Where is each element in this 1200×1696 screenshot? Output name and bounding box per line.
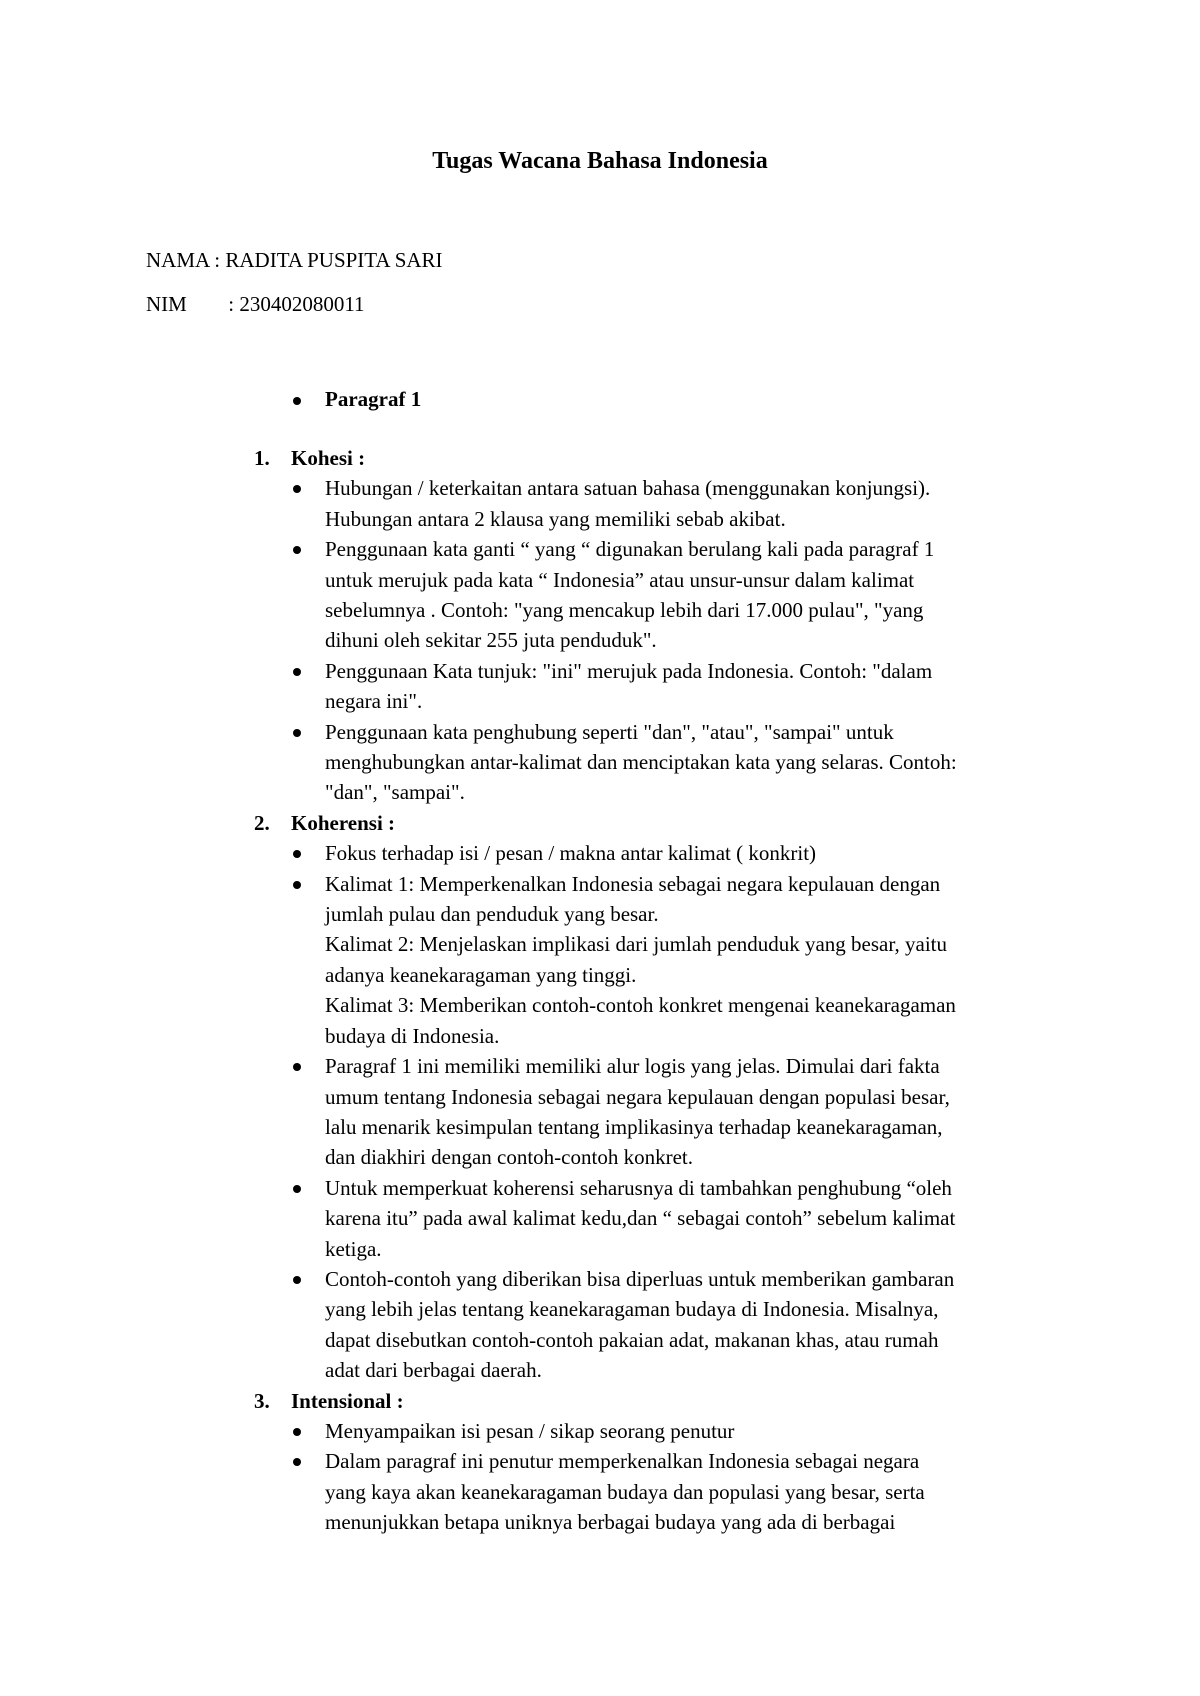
name-line: [146, 246, 443, 274]
bullet-icon: [293, 1063, 301, 1071]
list-item-text: Dalam paragraf ini penutur memperkenalkan Indonesia sebagai negara yang kaya akan keanekaragaman budaya dan populasi yang besar, serta menunjukkan betapa uniknya berbagai budaya yang ada di berbagai: [325, 1449, 925, 1535]
section-number: 1.: [254, 446, 270, 470]
bullet-icon: [293, 881, 301, 889]
section-label: Intensional :: [291, 1388, 404, 1413]
list-item-text: Untuk memperkuat koherensi seharusnya di tambahkan penghubung “oleh karena itu” pada awal kalimat kedu,dan “ sebagai contoh” sebelum kalimat ketiga.: [325, 1175, 956, 1261]
bullet-list: [254, 1416, 1074, 1538]
list-item: [325, 1173, 1074, 1264]
nim-line: [146, 290, 365, 318]
list-item: [325, 717, 1074, 808]
list-item: [325, 1446, 1074, 1537]
list-item-text: Contoh-contoh yang diberikan bisa diperluas untuk memberikan gambaran yang lebih jelas tentang keanekaragaman budaya di Indonesia. Misalnya, dapat disebutkan contoh-contoh pakaian adat, makanan khas, atau rumah adat dari berbagai daerah.: [325, 1266, 955, 1383]
list-item-text: Fokus terhadap isi / pesan / makna antar kalimat ( konkrit): [325, 841, 817, 866]
document-title: Tugas Wacana Bahasa Indonesia: [432, 148, 768, 174]
list-item: [325, 1264, 1074, 1386]
bullet-icon: [293, 485, 301, 493]
list-item-text: Penggunaan kata penghubung seperti "dan", "atau", "sampai" untuk menghubungkan antar-kalimat dan menciptakan kata yang selaras. Contoh: "dan", "sampai".: [325, 719, 957, 805]
bullet-icon: [293, 1185, 301, 1193]
name-label: NAMA :: [146, 248, 221, 272]
bullet-icon: [293, 546, 301, 554]
list-item: [325, 869, 1074, 1051]
bullet-list: [254, 838, 1074, 1385]
list-item-text: Hubungan / keterkaitan antara satuan bahasa (menggunakan konjungsi). Hubungan antara 2 klausa yang memiliki sebab akibat.: [325, 476, 931, 531]
section-heading: [254, 1386, 1074, 1416]
section-intensional: [254, 1386, 1074, 1538]
list-item-text: Menyampaikan isi pesan / sikap seorang penutur: [325, 1418, 735, 1443]
list-item: [325, 534, 1074, 656]
list-item-text: Penggunaan kata ganti “ yang “ digunakan berulang kali pada paragraf 1 untuk merujuk pada kata “ Indonesia” atau unsur-unsur dalam kalimat sebelumnya . Contoh: "yang mencakup lebih dari 17.000 pulau", "yang dihuni oleh sekitar 255 juta penduduk".: [325, 537, 935, 653]
section-number: 3.: [254, 1388, 270, 1413]
list-item: [325, 1051, 1074, 1173]
bullet-icon: [293, 668, 301, 676]
list-item-text: Kalimat 1: Memperkenalkan Indonesia sebagai negara kepulauan dengan jumlah pulau dan penduduk yang besar. Kalimat 2: Menjelaskan implikasi dari jumlah penduduk yang besar, yaitu adanya keanekaragaman yang tinggi. Kalimat 3: Memberikan contoh-contoh konkret mengenai keanekaragaman budaya di Indonesia.: [325, 871, 956, 1048]
analysis-sections: [254, 443, 1074, 1538]
bullet-icon: [293, 729, 301, 737]
bullet-icon: [293, 397, 301, 405]
section-number: 2.: [254, 810, 270, 835]
list-item: [325, 838, 1074, 868]
nim-label: NIM: [146, 292, 187, 316]
nim-value: : 230402080011: [228, 292, 365, 316]
bullet-list: [254, 473, 1074, 807]
section-label: Kohesi :: [291, 446, 366, 470]
list-item: [325, 656, 1074, 717]
list-item: [325, 473, 1074, 534]
list-item-text: Penggunaan Kata tunjuk: "ini" merujuk pada Indonesia. Contoh: "dalam negara ini".: [325, 658, 933, 714]
bullet-icon: [293, 1428, 301, 1436]
bullet-icon: [293, 1276, 301, 1284]
list-item: [325, 1416, 1074, 1446]
paragraph-heading-text: Paragraf 1: [325, 387, 422, 411]
section-koherensi: [254, 808, 1074, 1386]
section-heading: [254, 808, 1074, 838]
section-heading: [254, 443, 1074, 473]
bullet-icon: [293, 1458, 301, 1466]
name-value: RADITA PUSPITA SARI: [225, 248, 443, 272]
section-kohesi: [254, 443, 1074, 808]
list-item-text: Paragraf 1 ini memiliki memiliki alur logis yang jelas. Dimulai dari fakta umum tentang Indonesia sebagai negara kepulauan dengan populasi besar, lalu menarik kesimpulan tentang implikasinya terhadap keanekaragaman, dan diakhiri dengan contoh-contoh konkret.: [325, 1054, 950, 1170]
bullet-icon: [293, 850, 301, 858]
section-label: Koherensi :: [291, 810, 396, 835]
